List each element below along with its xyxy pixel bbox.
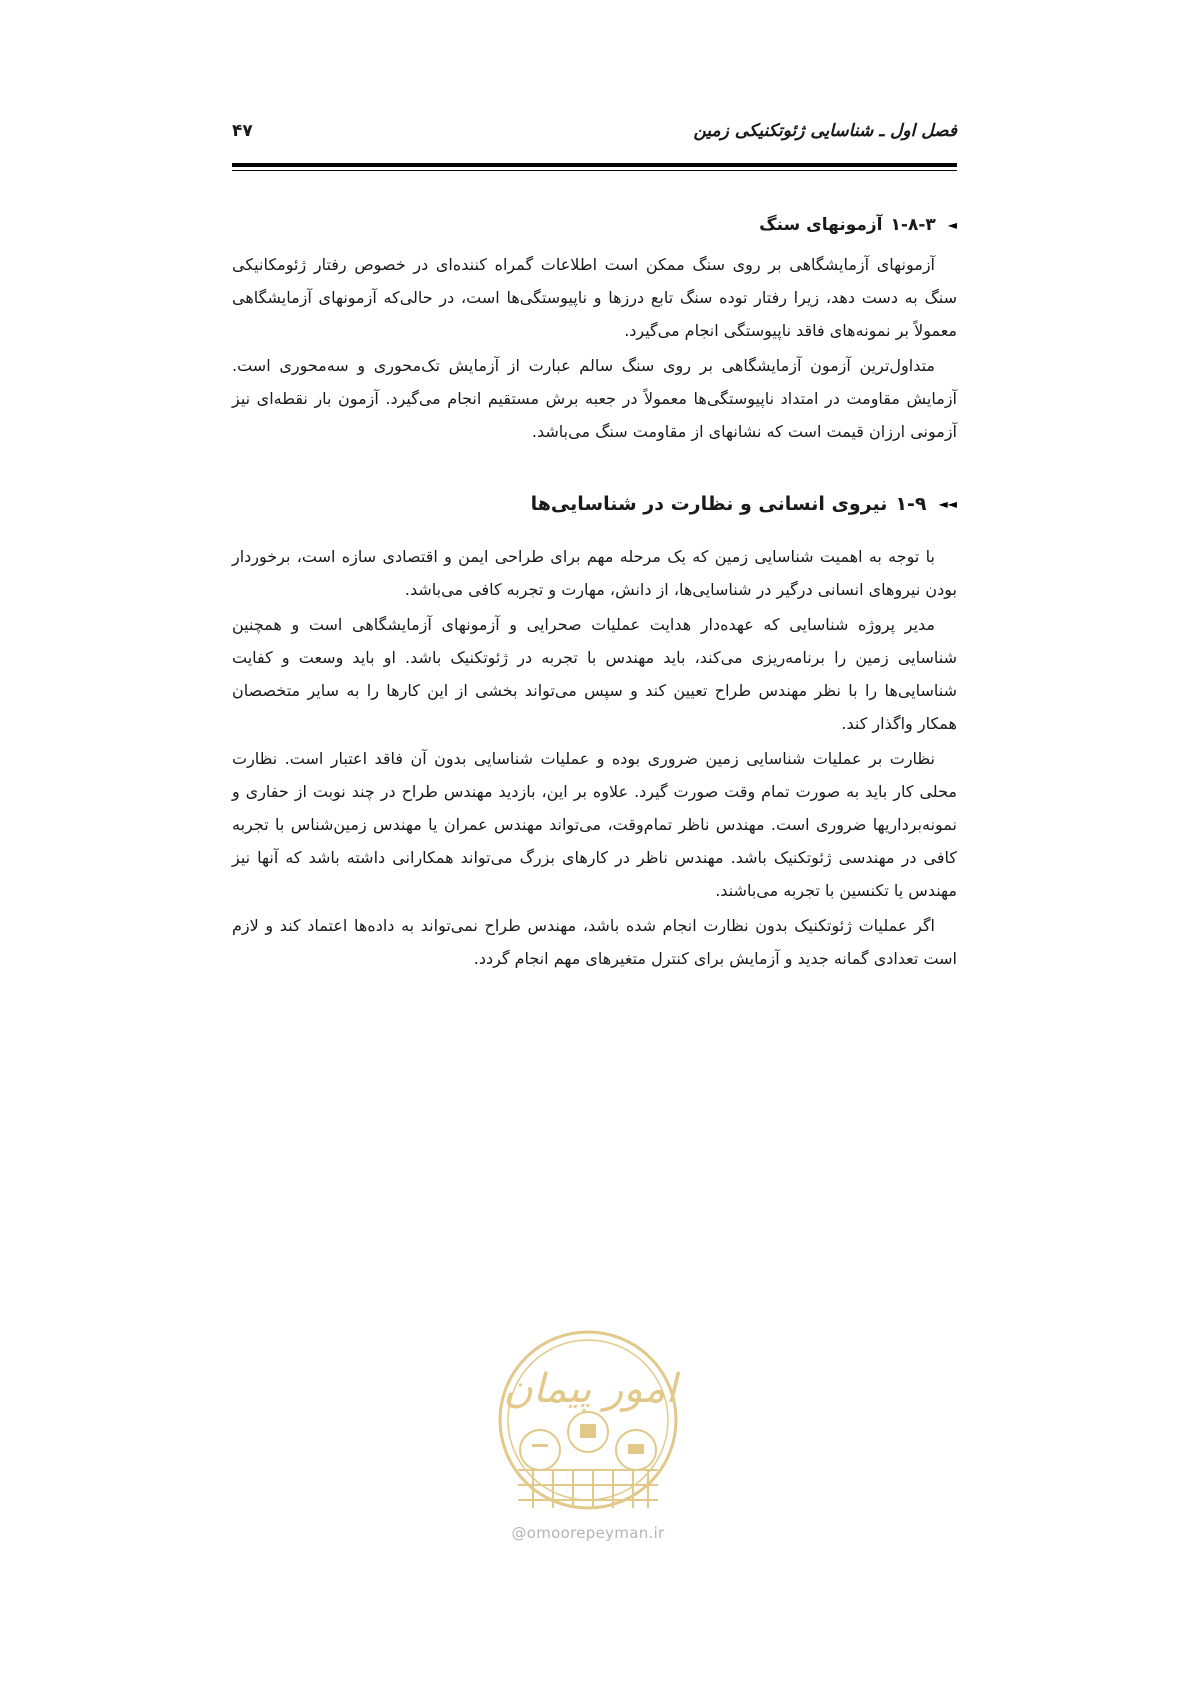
section-heading-rock-tests: [232, 212, 957, 238]
paragraph: با توجه به اهمیت شناسایی زمین که یک مرحله مهم برای طراحی ایمن و اقتصادی سازه است، برخوردار بودن نیروهای انسانی درگیر در شناسایی‌ها، از دانش، مهارت و تجربه کافی می‌باشد.: [232, 547, 957, 599]
header-rule-thin: [232, 170, 957, 171]
chapter-title: فصل اول ـ شناسایی ژئوتکنیکی زمین: [693, 121, 957, 141]
paragraph: متداول‌ترین آزمون آزمایشگاهی بر روی سنگ سالم عبارت از آزمایش تک‌محوری و سه‌محوری است. آزمایش مقاومت در امتداد ناپیوستگی‌ها معمولاً در جعبه برش مستقیم انجام می‌گیرد. آزمون بار نقطه‌ای نیز آزمونی ارزان قیمت است که نشانهای از مقاومت سنگ می‌باشد.: [232, 356, 957, 441]
section-title: آزمونهای سنگ: [759, 215, 883, 235]
section-title: نیروی انسانی و نظارت در شناسایی‌ها: [530, 493, 888, 515]
paragraph: آزمونهای آزمایشگاهی بر روی سنگ ممکن است اطلاعات گمراه کننده‌ای در خصوص رفتار ژئومکانیکی سنگ به دست دهد، زیرا رفتار توده سنگ تابع درزها و ناپیوستگی‌ها است، در حالی‌که آزمونهای آزمایشگاهی معمولاً بر نمونه‌های فاقد ناپیوستگی انجام می‌گیرد.: [232, 255, 957, 340]
page-header: [232, 120, 957, 150]
watermark-logo-text: امور پیمان: [503, 1366, 677, 1412]
section-number: ۱-۹: [895, 493, 927, 515]
header-rule-thick: [232, 163, 957, 167]
section-heading-supervision: [232, 490, 957, 518]
paragraph: نظارت بر عملیات شناسایی زمین ضروری بوده و عملیات شناسایی بدون آن فاقد اعتبار است. نظارت محلی کار باید به صورت تمام وقت صورت گیرد. علاوه بر این، بازدید مهندس طراح در چند نوبت از حفاری و نمونه‌برداریها ضروری است. مهندس ناظر تمام‌وقت، می‌تواند مهندس عمران یا مهندس زمین‌شناس با تجربه کافی در مهندسی ژئوتکنیک باشد. مهندس ناظر در کارهای بزرگ می‌تواند همکارانی داشته باشد که آنها نیز مهندس یا تکنسین با تجربه می‌باشند.: [232, 749, 957, 900]
section-number: ۱-۸-۳: [890, 215, 936, 235]
page-content: [232, 212, 957, 977]
heading-double-marker-icon: ◄◄: [938, 497, 957, 511]
paragraph: اگر عملیات ژئوتکنیک بدون نظارت انجام شده باشد، مهندس طراح نمی‌تواند به داده‌ها اعتماد کند و لازم است تعدادی گمانه جدید و آزمایش برای کنترل متغیرهای مهم انجام گردد.: [232, 916, 957, 968]
watermark-logo-icon: [478, 1320, 698, 1530]
paragraph: مدیر پروژه شناسایی که عهده‌دار هدایت عملیات صحرایی و آزمونهای آزمایشگاهی است و همچنین شناسایی زمین را برنامه‌ریزی می‌کند، باید مهندس با تجربه در ژئوتکنیک باشد. او باید وسعت و کفایت شناسایی‌ها را با نظر مهندس طراح تعیین کند و سپس می‌تواند بخشی از این کارها را به سایر متخصصان همکار واگذار کند.: [232, 615, 957, 733]
watermark-website: @omoorepeyman.ir: [511, 1524, 665, 1542]
page-number: ۴۷: [232, 121, 253, 141]
heading-marker-icon: ◄: [947, 218, 957, 232]
